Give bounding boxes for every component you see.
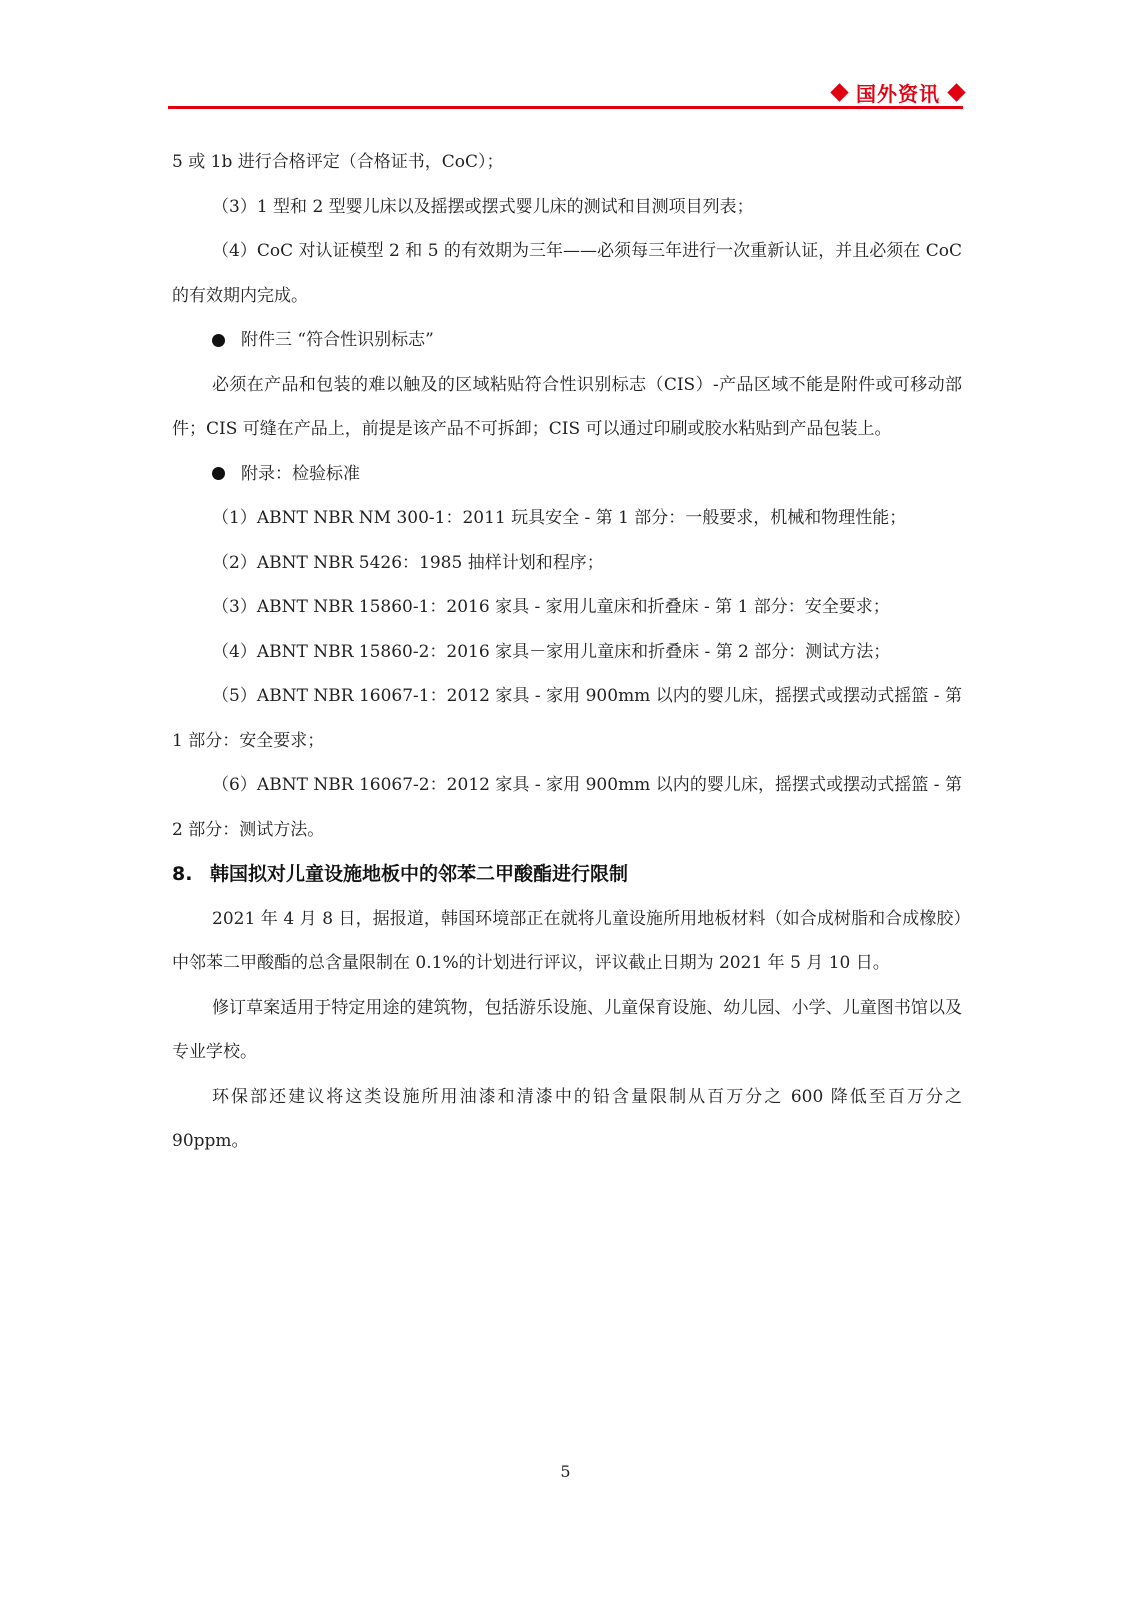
paragraph: （3）1 型和 2 型婴儿床以及摇摆或摆式婴儿床的测试和目测项目列表； [212,196,754,217]
page-number: 5 [560,1462,571,1481]
standard-item: （5）ABNT NBR 16067-1：2012 家具 - 家用 900mm 以内的婴儿床，摇摆式或摆动式摇篮 - 第 1 部分：安全要求； [172,686,962,751]
header-rule [168,106,963,109]
bullet-item [172,452,962,497]
bullet-item [172,318,962,363]
header-title-group [833,78,963,107]
section-heading [172,852,962,897]
document-body [172,140,962,1164]
diamond-icon [947,83,965,101]
standard-item: （1）ABNT NBR NM 300-1：2011 玩具安全 - 第 1 部分：一般要求，机械和物理性能； [212,508,907,528]
bullet-text: 附件三 “符合性识别标志” [241,330,434,350]
bullet-icon [212,467,225,480]
bullet-text: 附录：检验标准 [241,463,360,484]
paragraph: 修订草案适用于特定用途的建筑物，包括游乐设施、儿童保育设施、幼儿园、小学、儿童图书馆以及专业学校。 [172,997,962,1062]
standard-item: （2）ABNT NBR 5426：1985 抽样计划和程序； [212,552,604,573]
paragraph: 必须在产品和包装的难以触及的区域粘贴符合性识别标志（CIS）-产品区域不能是附件或可移动部件；CIS 可缝在产品上，前提是该产品不可拆卸；CIS 可以通过印刷或胶水粘贴到产品包装上。 [172,374,962,439]
paragraph: 5 或 1b 进行合格评定（合格证书，CoC）； [172,152,504,172]
diamond-icon [830,83,848,101]
standard-item: （3）ABNT NBR 15860-1：2016 家具 - 家用儿童床和折叠床 - 第 1 部分：安全要求； [212,597,890,617]
section-number: 8. [172,863,193,885]
paragraph: 环保部还建议将这类设施所用油漆和清漆中的铅含量限制从百万分之 600 降低至百万分之 90ppm。 [172,1086,962,1151]
header-title: 国外资讯 [856,82,940,106]
paragraph: 2021 年 4 月 8 日，据报道，韩国环境部正在就将儿童设施所用地板材料（如合成树脂和合成橡胶）中邻苯二甲酸酯的总含量限制在 0.1%的计划进行评议，评议截止日期为 2021 年 5 月 10 日。 [172,908,962,973]
bullet-icon [212,334,225,347]
page-header [168,78,963,108]
standard-item: （6）ABNT NBR 16067-2：2012 家具 - 家用 900mm 以内的婴儿床，摇摆式或摆动式摇篮 - 第 2 部分：测试方法。 [172,775,962,840]
section-title: 韩国拟对儿童设施地板中的邻苯二甲酸酯进行限制 [210,863,629,885]
standard-item: （4）ABNT NBR 15860-2：2016 家具－家用儿童床和折叠床 - 第 2 部分：测试方法； [212,641,891,662]
paragraph: （4）CoC 对认证模型 2 和 5 的有效期为三年——必须每三年进行一次重新认证，并且必须在 CoC 的有效期内完成。 [172,241,962,306]
